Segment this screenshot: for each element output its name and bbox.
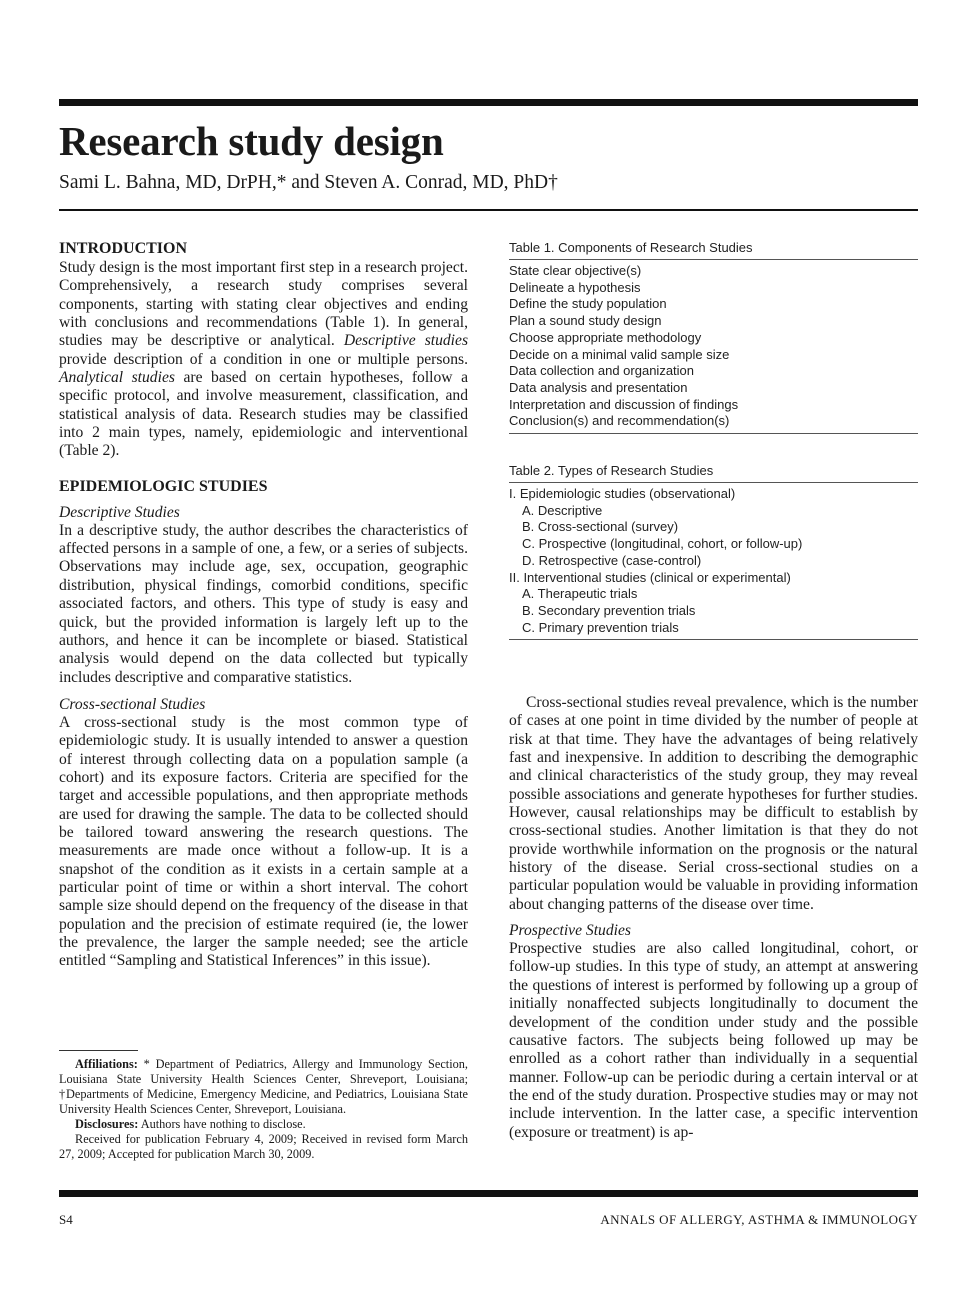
- cross-sectional-continued: Cross-sectional studies reveal prevalence, which is the number of cases at one point in time divided by the number of people at risk at that time. They have the advantages of being relatively fast and inexpensive. In addition to describing the demographic and clinical characteristics of the study group, they may reveal possible associations and generate hypotheses for further studies. However, causal relationships may be difficult to establish by cross-sectional studies. Another limitation is that they do not provide worthwhile information on the prognosis or the natural history of the disease. Serial cross-sectional studies on a particular population would be valuable in providing information about changing patterns of the disease over time.: [509, 694, 918, 913]
- intro-text-1: Study design is the most important first step in a research project. Comprehensively, a research study comprises several components, starting with stating clear objectives and ending with conclusions and recommendations (Table 1). In general, studies may be descriptive or analytical.: [59, 259, 468, 350]
- table-row: Data collection and organization: [509, 363, 695, 379]
- cross-sectional-paragraph: A cross-sectional study is the most common type of epidemiologic study. It is usually intended to answer a question of interest through collecting data on a population sample (a cohort) and its exposure factors. Criteria are specified for the target and accessible populations, and then appropriate methods are used for drawing the sample. The data to be collected should be tailored toward answering the research questions. The measurements are made once without a follow-up. It is a snapshot of the condition as it exists in a certain sample at a particular point of time or within a short interval. The cohort sample size should depend on the frequency of the disease in that population and the precision of estimate required (ie, the lower the prevalence, the larger the sample needed; see the article entitled “Sampling and Statistical Inferences” in this issue).: [59, 713, 468, 970]
- affiliations-text: * Department of Pediatrics, Allergy and Immunology Section, Louisiana State University Health Sciences Center, Shreveport, Louisiana; †Departments of Medicine, Emergency Medicine, and Pediatrics, Louisiana State University Health Sciences Center, Shreveport, Louisiana.: [59, 1057, 468, 1116]
- footnote-rule: [59, 1050, 138, 1051]
- prospective-paragraph: Prospective studies are also called longitudinal, cohort, or follow-up studies. In this type of study, an attempt at answering the questions of interest is performed by following up a group of initially nonaffected subjects longitudinally to document the development of the condition under study and the possible causative factors. The subjects being followed up may be enrolled as a cohort rather than individually in a sequential manner. Follow-up can be periodic during a certain interval or at the end of the study duration. Prospective studies may or may not include intervention. In the latter case, a specific intervention (exposure or treatment) is ap-: [509, 940, 918, 1141]
- table-row: Choose appropriate methodology: [509, 329, 702, 345]
- table-row: Define the study population: [509, 296, 667, 312]
- table-row: B. Secondary prevention trials: [522, 602, 696, 618]
- left-column: [59, 239, 468, 971]
- table-row: I. Epidemiologic studies (observational): [509, 486, 736, 501]
- table-row: II. Interventional studies (clinical or experimental): [509, 569, 791, 585]
- intro-paragraph: [59, 259, 468, 461]
- page-number: S4: [59, 1212, 73, 1227]
- table-1-title: Table 1. Components of Research Studies: [509, 240, 918, 260]
- table-row: Plan a sound study design: [509, 313, 662, 329]
- intro-text-3: are based on certain hypotheses, follow a specific protocol, and involve measurement, classification, and statistical analysis of data. Research studies may be classified into 2 main types, namely, epidemiologic and interventional (Table 2).: [59, 369, 468, 460]
- affiliations-note: [59, 1057, 468, 1117]
- table-row: Decide on a minimal valid sample size: [509, 346, 730, 362]
- table-2-title: Table 2. Types of Research Studies: [509, 463, 918, 483]
- table-2-rows: [509, 483, 918, 640]
- table-row: C. Prospective (longitudinal, cohort, or follow-up): [522, 536, 803, 552]
- descriptive-heading: Descriptive Studies: [59, 503, 180, 521]
- table-row: B. Cross-sectional (survey): [522, 519, 679, 535]
- table-1: [509, 240, 918, 434]
- intro-text-2: provide description of a condition in one or multiple persons.: [59, 350, 468, 368]
- intro-heading: INTRODUCTION: [59, 240, 188, 257]
- disclosures-text: Authors have nothing to disclose.: [138, 1117, 306, 1131]
- footnotes: [59, 1057, 468, 1162]
- table-row: A. Descriptive: [522, 502, 603, 518]
- journal-name: ANNALS OF ALLERGY, ASTHMA & IMMUNOLOGY: [600, 1212, 918, 1227]
- bottom-rule: [59, 1190, 918, 1197]
- table-row: State clear objective(s): [509, 263, 642, 278]
- table-row: A. Therapeutic trials: [522, 586, 638, 602]
- prospective-heading: Prospective Studies: [509, 922, 631, 940]
- table-row: D. Retrospective (case-control): [522, 552, 702, 568]
- header-rule: [59, 209, 918, 211]
- intro-term-descriptive: Descriptive studies: [343, 332, 469, 350]
- table-row: Conclusion(s) and recommendation(s): [509, 413, 730, 429]
- disclosures-label: Disclosures:: [75, 1117, 139, 1131]
- top-rule: [59, 99, 918, 106]
- descriptive-paragraph: In a descriptive study, the author describes the characteristics of affected persons in a sample of one, a few, or a series of subjects. Observations may include age, sex, occupation, geographic distribution, physical findings, comorbid conditions, specific associated factors, and others. This type of study is easy and quick, but the provided information is largely left up to the authors, and hence it can be incomplete or biased. Statistical analysis would depend on the data collected but typically includes descriptive and comparative statistics.: [59, 521, 468, 686]
- table-2: [509, 463, 918, 640]
- table-row: Delineate a hypothesis: [509, 279, 641, 295]
- table-1-rows: [509, 260, 918, 434]
- affiliations-label: Affiliations:: [75, 1057, 138, 1071]
- epi-heading: EPIDEMIOLOGIC STUDIES: [59, 477, 268, 495]
- intro-term-analytical: Analytical studies: [59, 369, 175, 387]
- cross-sectional-heading: Cross-sectional Studies: [59, 695, 206, 713]
- right-column: [509, 694, 918, 1142]
- table-row: Data analysis and presentation: [509, 379, 688, 395]
- table-row: Interpretation and discussion of findings: [509, 396, 739, 412]
- disclosures-note: [59, 1117, 468, 1132]
- article-title: Research study design: [59, 118, 444, 164]
- article-authors: Sami L. Bahna, MD, DrPH,* and Steven A. Conrad, MD, PhD†: [59, 172, 558, 193]
- received-note: Received for publication February 4, 2009; Received in revised form March 27, 2009; Accepted for publication March 30, 2009.: [59, 1132, 468, 1161]
- table-row: C. Primary prevention trials: [522, 619, 679, 635]
